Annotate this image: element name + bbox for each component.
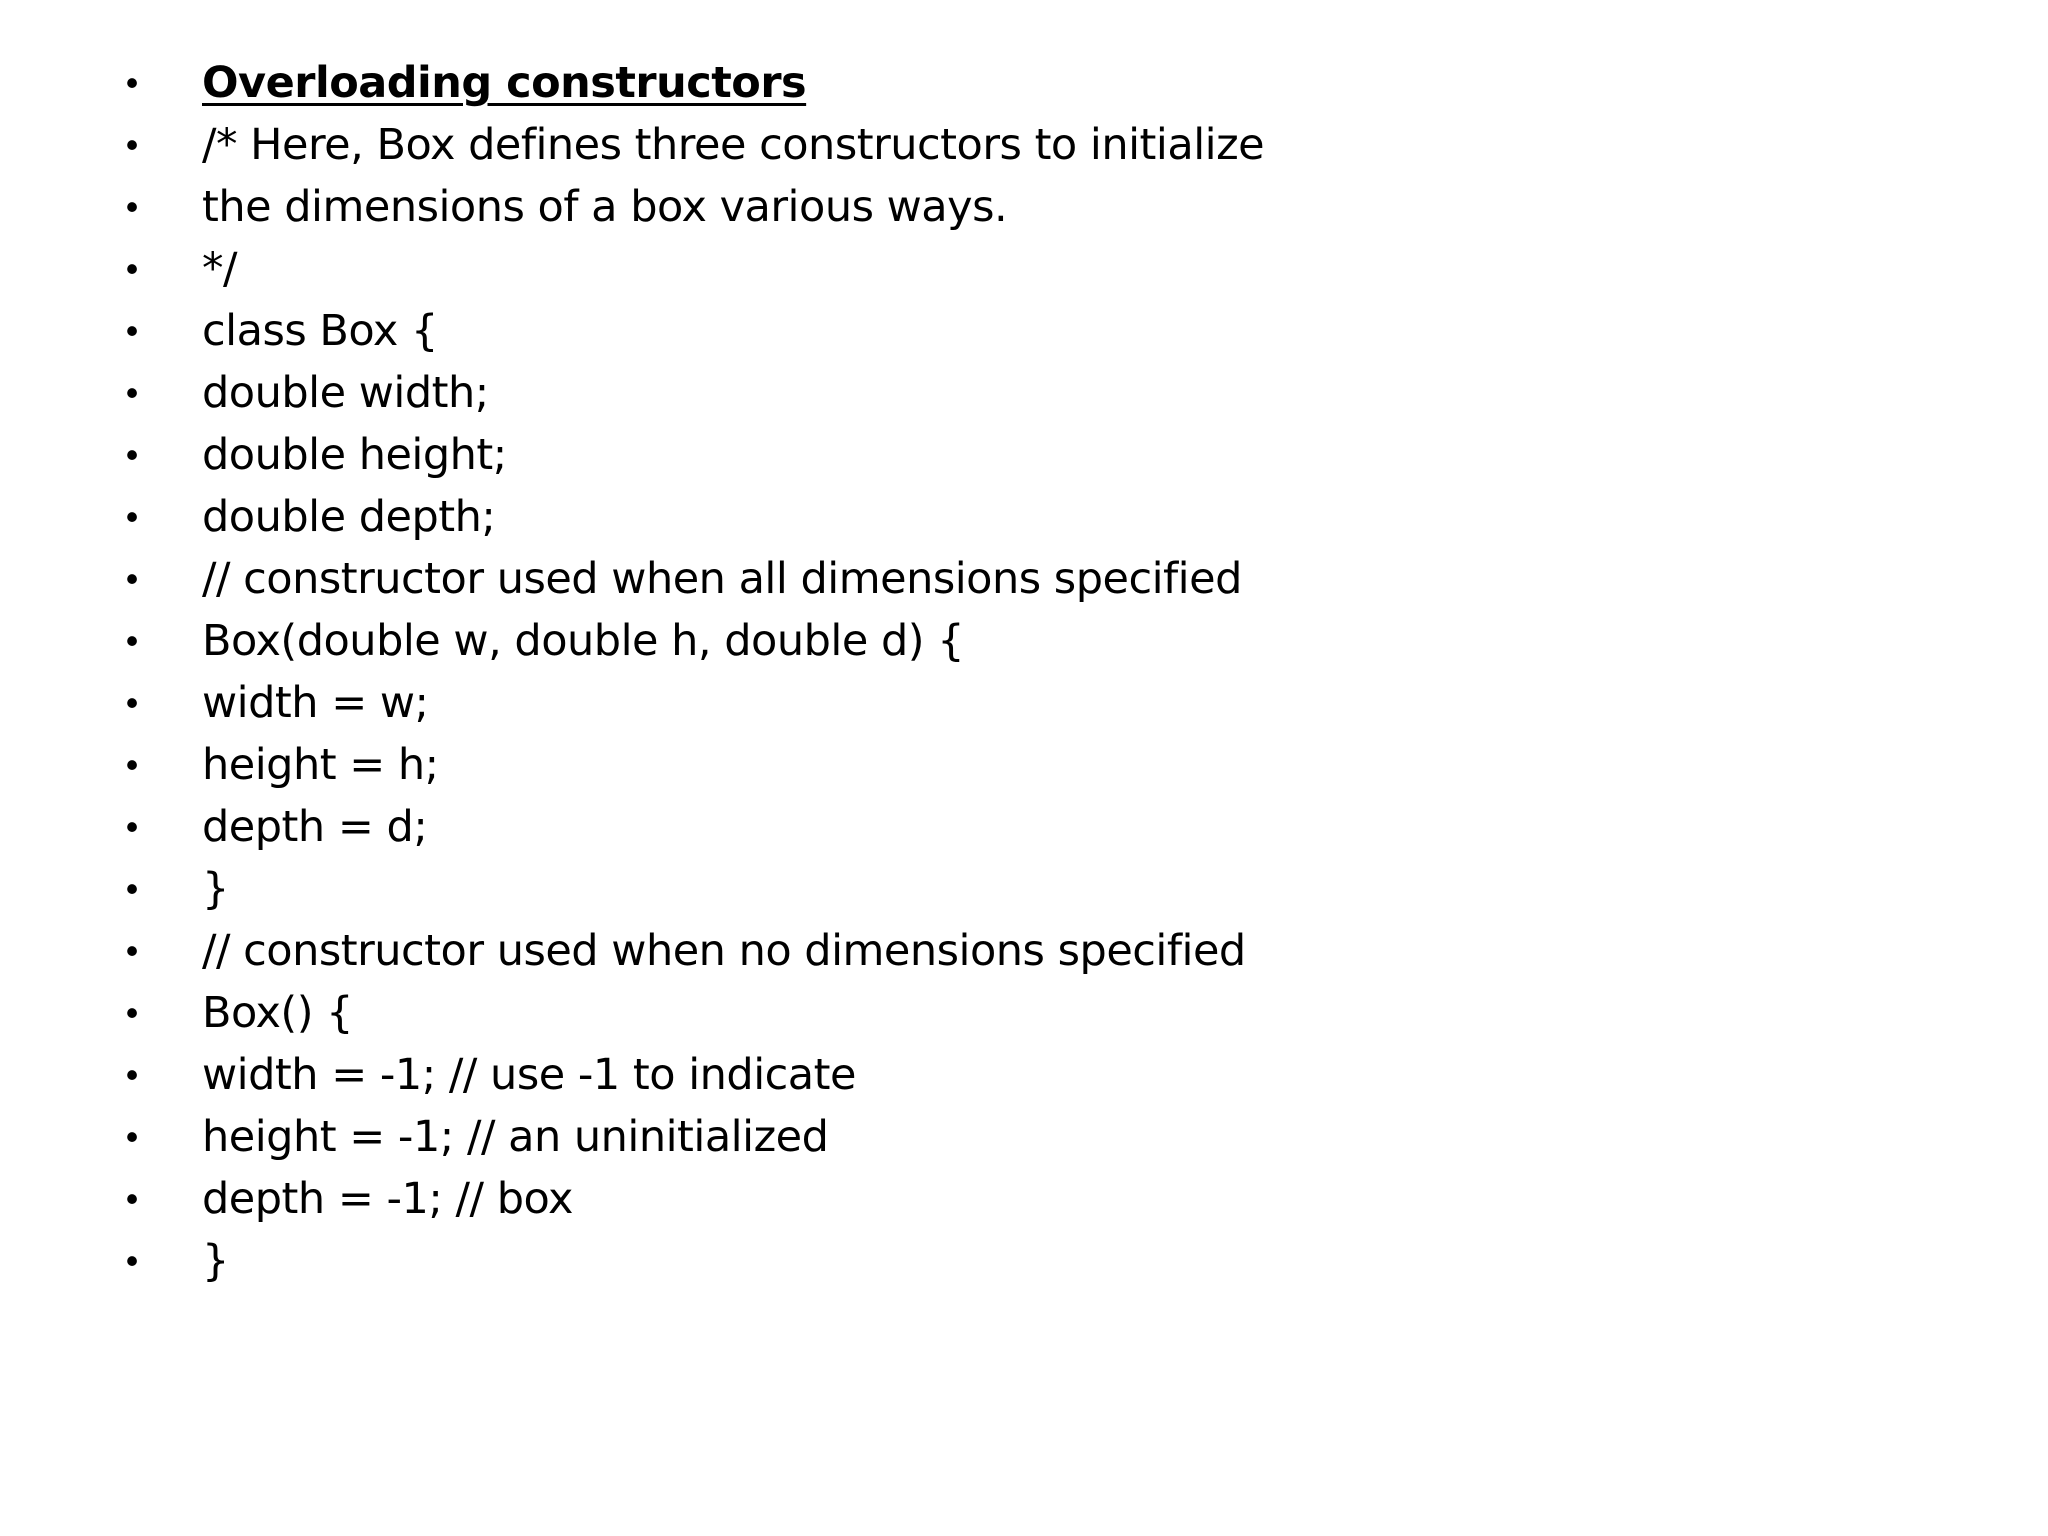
- bullet-icon: •: [125, 930, 139, 971]
- bullet-icon: •: [125, 868, 139, 909]
- bullet-icon: •: [125, 434, 139, 475]
- code-line: depth = d;: [202, 802, 428, 852]
- code-line: */: [202, 244, 237, 294]
- code-line: the dimensions of a box various ways.: [202, 182, 1008, 232]
- bullet-icon: •: [125, 1178, 139, 1219]
- code-line: width = w;: [202, 678, 429, 728]
- code-line: class Box {: [202, 306, 438, 356]
- bullet-icon: •: [125, 62, 139, 103]
- bullet-icon: •: [125, 248, 139, 289]
- code-line: /* Here, Box defines three constructors to initialize: [202, 120, 1265, 170]
- code-line: }: [202, 1236, 229, 1286]
- code-line: double width;: [202, 368, 489, 418]
- bullet-icon: •: [125, 372, 139, 413]
- bullet-icon: •: [125, 992, 139, 1033]
- bullet-icon: •: [125, 558, 139, 599]
- code-line: width = -1; // use -1 to indicate: [202, 1050, 856, 1100]
- bullet-icon: •: [125, 806, 139, 847]
- bullet-icon: •: [125, 1054, 139, 1095]
- bullet-icon: •: [125, 1240, 139, 1281]
- bullet-icon: •: [125, 186, 139, 227]
- bullet-icon: •: [125, 620, 139, 661]
- bullet-icon: •: [125, 744, 139, 785]
- bullet-icon: •: [125, 496, 139, 537]
- code-line: // constructor used when all dimensions specified: [202, 554, 1242, 604]
- slide-heading: Overloading constructors: [202, 58, 807, 108]
- code-line: double height;: [202, 430, 507, 480]
- code-line: height = h;: [202, 740, 439, 790]
- bullet-icon: •: [125, 682, 139, 723]
- code-line: double depth;: [202, 492, 496, 542]
- bullet-icon: •: [125, 310, 139, 351]
- bullet-icon: •: [125, 1116, 139, 1157]
- bullet-icon: •: [125, 124, 139, 165]
- code-line: height = -1; // an uninitialized: [202, 1112, 829, 1162]
- code-line: }: [202, 864, 229, 914]
- code-line: Box(double w, double h, double d) {: [202, 616, 965, 666]
- code-line: depth = -1; // box: [202, 1174, 573, 1224]
- code-line: // constructor used when no dimensions specified: [202, 926, 1246, 976]
- code-line: Box() {: [202, 988, 354, 1038]
